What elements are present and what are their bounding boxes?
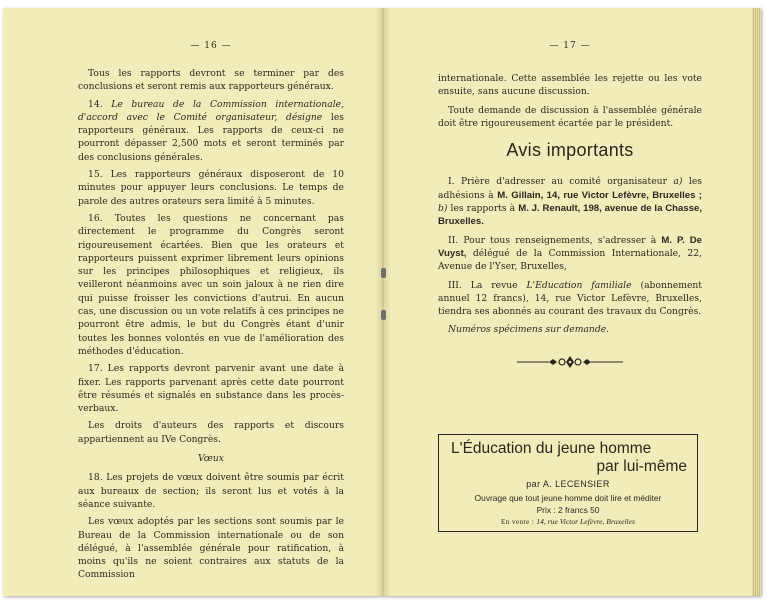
notice-3 — [438, 279, 702, 319]
bold-name: M. P. De Vuyst, — [438, 234, 703, 259]
paragraph-continued: internationale. Cette assemblée les rejette ou les vote ensuite, sans aucune discussion. — [438, 73, 702, 98]
ad-price: Prix : 2 francs 50 — [536, 505, 600, 515]
section-heading-avis: Avis importants — [506, 140, 634, 161]
binding-stitch — [381, 310, 386, 320]
book-gutter — [375, 8, 391, 596]
italic-text: a) — [673, 176, 683, 188]
notice-text: les rapports à — [450, 203, 516, 215]
italic-text: Le bureau de la Commission internationale, d'accord avec le Comité organisateur, désigne — [78, 98, 344, 123]
paragraph-voeux: Les vœux adoptés par les sections sont soumis par le Bureau de la Commission internationale ou de son délégué, à l'assemblée générale pour ratification, à moins qu'ils ne soient contraires aux statuts de la Commission — [78, 516, 344, 581]
paragraph-16: 16. Toutes les questions ne concernant pas directement le programme du Congrès seront rigoureusement écartées. Bien que les orateurs et rapporteurs puissent exprimer librement leurs opinions sur les principes philosophiques et religieux, ils veilleront néanmoins avec un soin jaloux à ne rien dire qui puisse froisser les convictions d'autrui. En aucun cas, une discussion ou un vote relatifs à ces principes ne pourront être admis, le but du Congrès étant d'unir toutes les bonnes volontés en vue de l'amélioration des méthodes d'éducation. — [78, 212, 344, 357]
page-edges — [752, 8, 761, 596]
notice-text: les adhésions à — [438, 176, 703, 201]
specimens-note — [438, 323, 702, 336]
bold-address: M. J. Renault, 198, avenue de la Chasse, Bruxelles. — [438, 203, 703, 228]
paragraph-number: 14. — [88, 98, 103, 110]
ad-title: L'Éducation du jeune homme — [451, 440, 652, 457]
paragraph-15: 15. Les rapporteurs généraux disposeront de 10 minutes pour appuyer leurs conclusions. Le temps de parole des autres orateurs sera limité à 5 minutes. — [78, 169, 344, 207]
right-page-body — [438, 72, 702, 373]
ad-title-line2: par lui-même — [596, 458, 687, 475]
binding-stitch — [381, 268, 386, 278]
paragraph-14 — [78, 98, 344, 164]
notice-1 — [438, 175, 702, 228]
paragraph: Tous les rapports devront se terminer par des conclusions et seront remis aux rapporteurs généraux. — [78, 68, 344, 93]
page-number: — 16 — — [190, 41, 232, 51]
left-page — [78, 8, 344, 588]
paragraph-text: les rapporteurs généraux. Les rapports de ceux-ci ne pourront dépasser 2,500 mots et seront terminés par des conclusions générales. — [78, 111, 345, 163]
left-page-body — [78, 67, 344, 586]
ad-sale-label: En vente : — [501, 518, 535, 526]
notice-text: délégué de la Commission Internationale, 22, Avenue de l'Yser, Bruxelles, — [438, 247, 702, 273]
ad-author: par A. LECENSIER — [526, 479, 610, 489]
italic-text: b) — [438, 203, 448, 215]
italic-text: L'Education familiale — [526, 279, 632, 291]
notice-text: (abonnement annuel 12 francs), 14, rue Victor Lefèvre, Bruxelles, tiendra ses abonnés au courant des travaux du Congrès. — [438, 279, 703, 318]
notice-text: III. La revue — [448, 279, 518, 291]
notice-text: I. Prière d'adresser au comité organisateur — [448, 176, 667, 188]
paragraph-discussion: Toute demande de discussion à l'assemblée générale doit être rigoureusement écartée par le président. — [438, 104, 702, 129]
ad-sale-info — [439, 517, 697, 526]
bold-address: M. Gillain, 14, rue Victor Lefèvre, Bruxelles ; — [497, 189, 702, 201]
paragraph-droits: Les droits d'auteurs des rapports et discours appartiennent au IVe Congrès. — [78, 420, 344, 445]
ad-sale-address: 14, rue Victor Lefèvre, Bruxelles — [536, 517, 635, 526]
italic-text: Numéros spécimens sur demande. — [448, 324, 610, 336]
book-advertisement — [438, 434, 698, 532]
paragraph-18: 18. Les projets de vœux doivent être soumis par écrit aux bureaux de section; ils seront lus et votés à la séance suivante. — [78, 472, 344, 510]
paragraph-17: 17. Les rapports devront parvenir avant une date à fixer. Les rapports parvenant après cette date pourront être résumés et signalés en substance dans les procès-verbaux. — [78, 363, 344, 415]
notice-2 — [438, 234, 702, 274]
page-number: — 17 — — [549, 41, 591, 51]
section-heading-voeux: Vœux — [198, 453, 224, 465]
ornament-icon — [438, 355, 702, 373]
right-page — [438, 8, 702, 588]
notice-text: II. Pour tous renseignements, s'adresser à — [448, 234, 657, 246]
ad-description: Ouvrage que tout jeune homme doit lire et méditer — [474, 493, 662, 503]
